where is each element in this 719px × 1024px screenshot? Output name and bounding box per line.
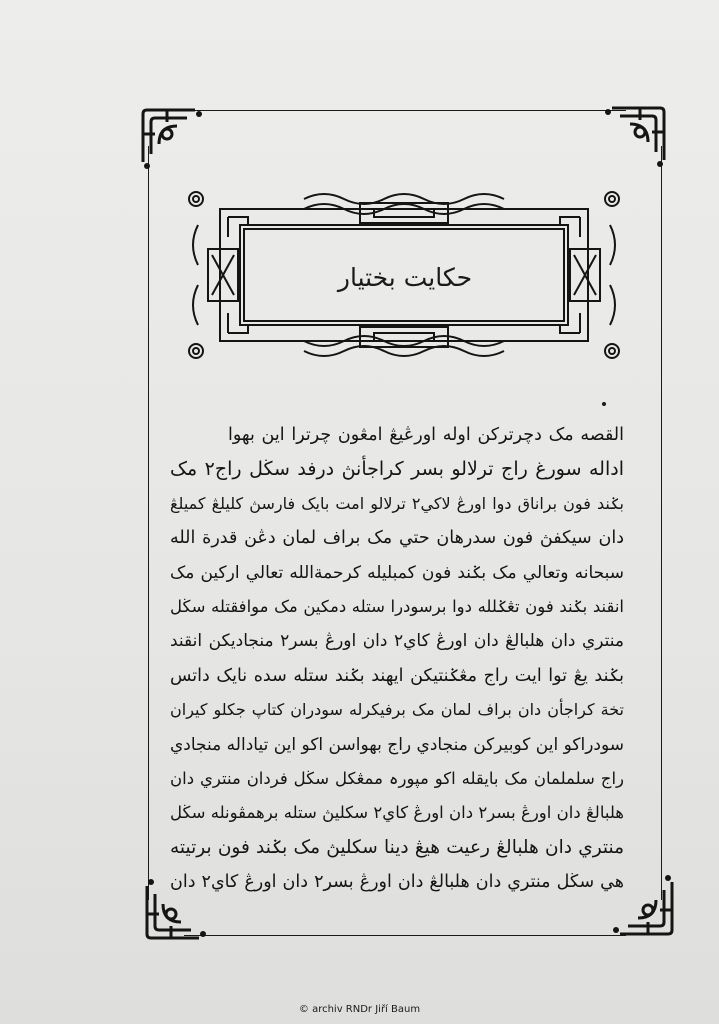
text-line-4: دان سيکفڽ فون سدرهان حتي مک براف لمان دڠن قدرة الله <box>170 528 624 549</box>
text-line-11: راج سلملمان مک بايقله اکو مپورہ ممڠکل سڬل فردان منتري دان <box>170 768 624 788</box>
archive-credit: © archiv RNDr Jiří Baum <box>298 1004 421 1015</box>
text-line-14: هي سڬل منتري دان هلبالڠ دان اورڠ بسر٢ دان اورڠ کاي٢ دان <box>170 872 624 893</box>
text-line-2: اداله سورغ راج ترلالو بسر کراجأنڽ درفد سڬل راج٢ مک <box>170 458 624 481</box>
text-line-9: تخة کراجأن دان براف لمان مک برفيکرله سودران کتاپ جکلو کيران <box>170 700 624 720</box>
paragraph-mark <box>602 402 606 406</box>
story-body <box>170 418 624 899</box>
text-line-12: هلبالڠ دان اورڠ بسر٢ دان اورڠ کاي٢ سکليڽ ستله برهمڤونله سڬل <box>170 803 624 823</box>
text-line-8: بݢند يڠ توا ايت راج مڠݢنتيکن ايهند بݢند ستله سده نايک داتس <box>170 665 624 686</box>
story-title: حکايت بختيار <box>337 263 473 292</box>
corner-ornament-top-right-icon <box>604 102 670 168</box>
text-line-7: منتري دان هلبالڠ دان اورڠ کاي٢ دان اورڠ بسر٢ منجاديکن انقند <box>170 631 624 652</box>
text-line-5: سبحانه وتعالي مک بݢند فون کمبليله کرحمةالله تعالي ارکين مک <box>170 562 624 583</box>
text-line-1: القصه مک دچرترکن اوله اورڠيڠ امڠون چرترا اين بهوا <box>228 425 624 445</box>
text-line-13: منتري دان هلبالڠ رعيت هيڠ دينا سکليڽ مک بݢند فون برتيته <box>170 836 624 858</box>
text-line-6: انقند بݢند فون تڠݢلله دوا برسودرا ستله دمکين مک موافقتله سڬل <box>170 596 624 616</box>
text-line-10: سودراکو اين کوبيرکن منجادي راج بهواسن اکو اين تياداله منجادي <box>170 734 624 755</box>
text-line-3: بݢند فون براناق دوا اورڠ لاکي٢ ترلالو امت بايک فارسڽ کليلڠ کميلڠ <box>170 493 624 513</box>
corner-ornament-top-left-icon <box>137 104 203 170</box>
